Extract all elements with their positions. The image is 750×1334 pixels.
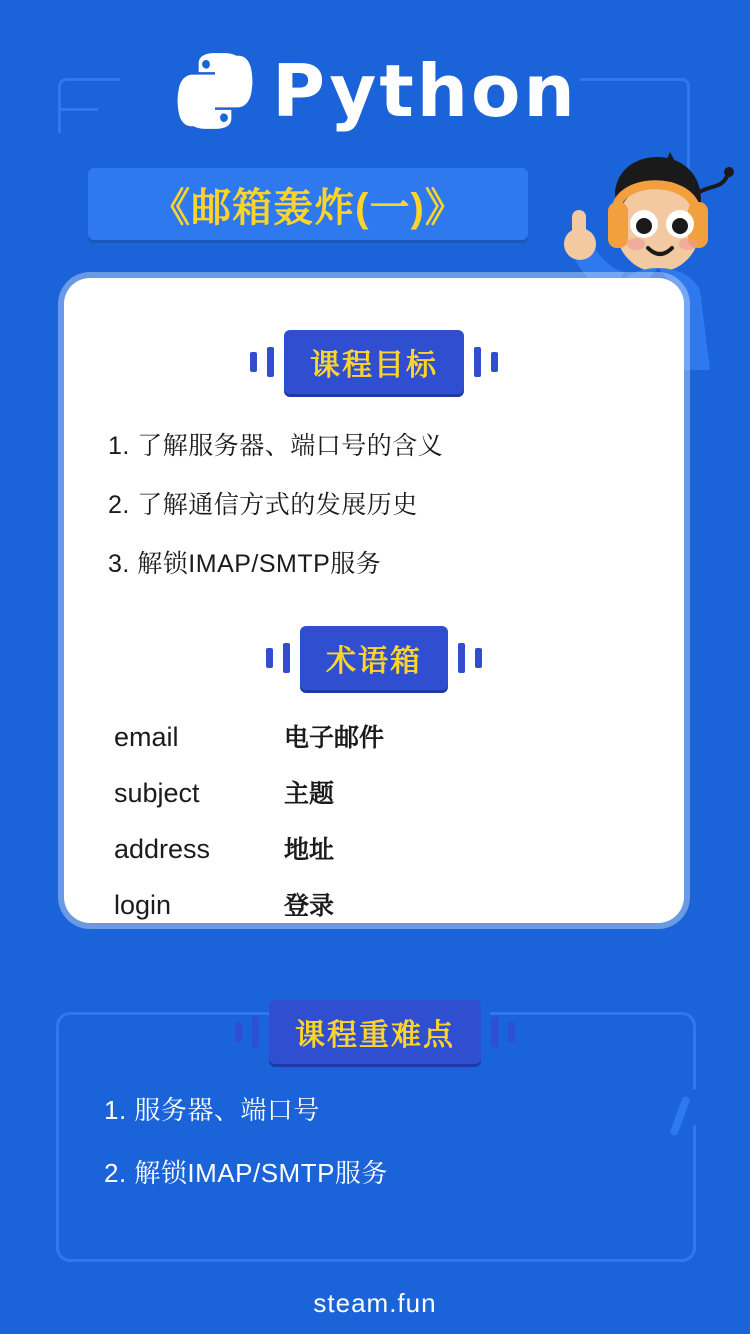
- table-row: [114, 718, 634, 754]
- chip-tick-right-inner: [474, 347, 481, 377]
- list-item: 3. 解锁IMAP/SMTP服务: [108, 550, 382, 578]
- table-row: [114, 886, 634, 922]
- list-item: 1. 服务器、端口号: [104, 1095, 320, 1125]
- keypoints-list: [104, 1090, 664, 1216]
- keypoints-title: 课程重难点: [269, 1000, 481, 1064]
- glossary-definition: 登录: [284, 892, 335, 920]
- chip-tick-right-inner: [458, 643, 465, 673]
- subtitle-ribbon: [88, 168, 528, 240]
- list-item: 2. 解锁IMAP/SMTP服务: [104, 1158, 388, 1188]
- chip-tick-right-inner: [491, 1017, 498, 1047]
- subtitle-text: 《邮箱轰炸(一)》: [150, 185, 466, 230]
- chip-tick-right-outer: [475, 648, 482, 668]
- chip-tick-right-outer: [491, 352, 498, 372]
- goals-list: [108, 426, 648, 603]
- footer-text: steam.fun: [313, 1288, 437, 1318]
- page-title: Python: [272, 49, 578, 133]
- python-logo-icon: [172, 48, 258, 134]
- glossary-table: [114, 718, 634, 942]
- table-row: [114, 774, 634, 810]
- header: [0, 48, 750, 134]
- glossary-definition: 电子邮件: [284, 724, 385, 752]
- chip-tick-left-inner: [283, 643, 290, 673]
- chip-tick-left-outer: [235, 1022, 242, 1042]
- chip-tick-right-outer: [508, 1022, 515, 1042]
- glossary-term: login: [114, 890, 172, 920]
- keypoints-section-header: [0, 1000, 750, 1064]
- glossary-section-header: [64, 626, 684, 690]
- goals-section-header: [64, 330, 684, 394]
- glossary-definition: 主题: [284, 780, 335, 808]
- glossary-term: subject: [114, 778, 200, 808]
- chip-tick-left-inner: [267, 347, 274, 377]
- list-item: 1. 了解服务器、端口号的含义: [108, 432, 444, 460]
- table-row: [114, 830, 634, 866]
- glossary-term: email: [114, 722, 179, 752]
- glossary-definition: 地址: [284, 836, 335, 864]
- goals-title: 课程目标: [284, 330, 464, 394]
- content-card: [64, 278, 684, 923]
- glossary-title: 术语箱: [300, 626, 448, 690]
- list-item: 2. 了解通信方式的发展历史: [108, 491, 418, 519]
- chip-tick-left-outer: [266, 648, 273, 668]
- chip-tick-left-outer: [250, 352, 257, 372]
- glossary-term: address: [114, 834, 211, 864]
- chip-tick-left-inner: [252, 1017, 259, 1047]
